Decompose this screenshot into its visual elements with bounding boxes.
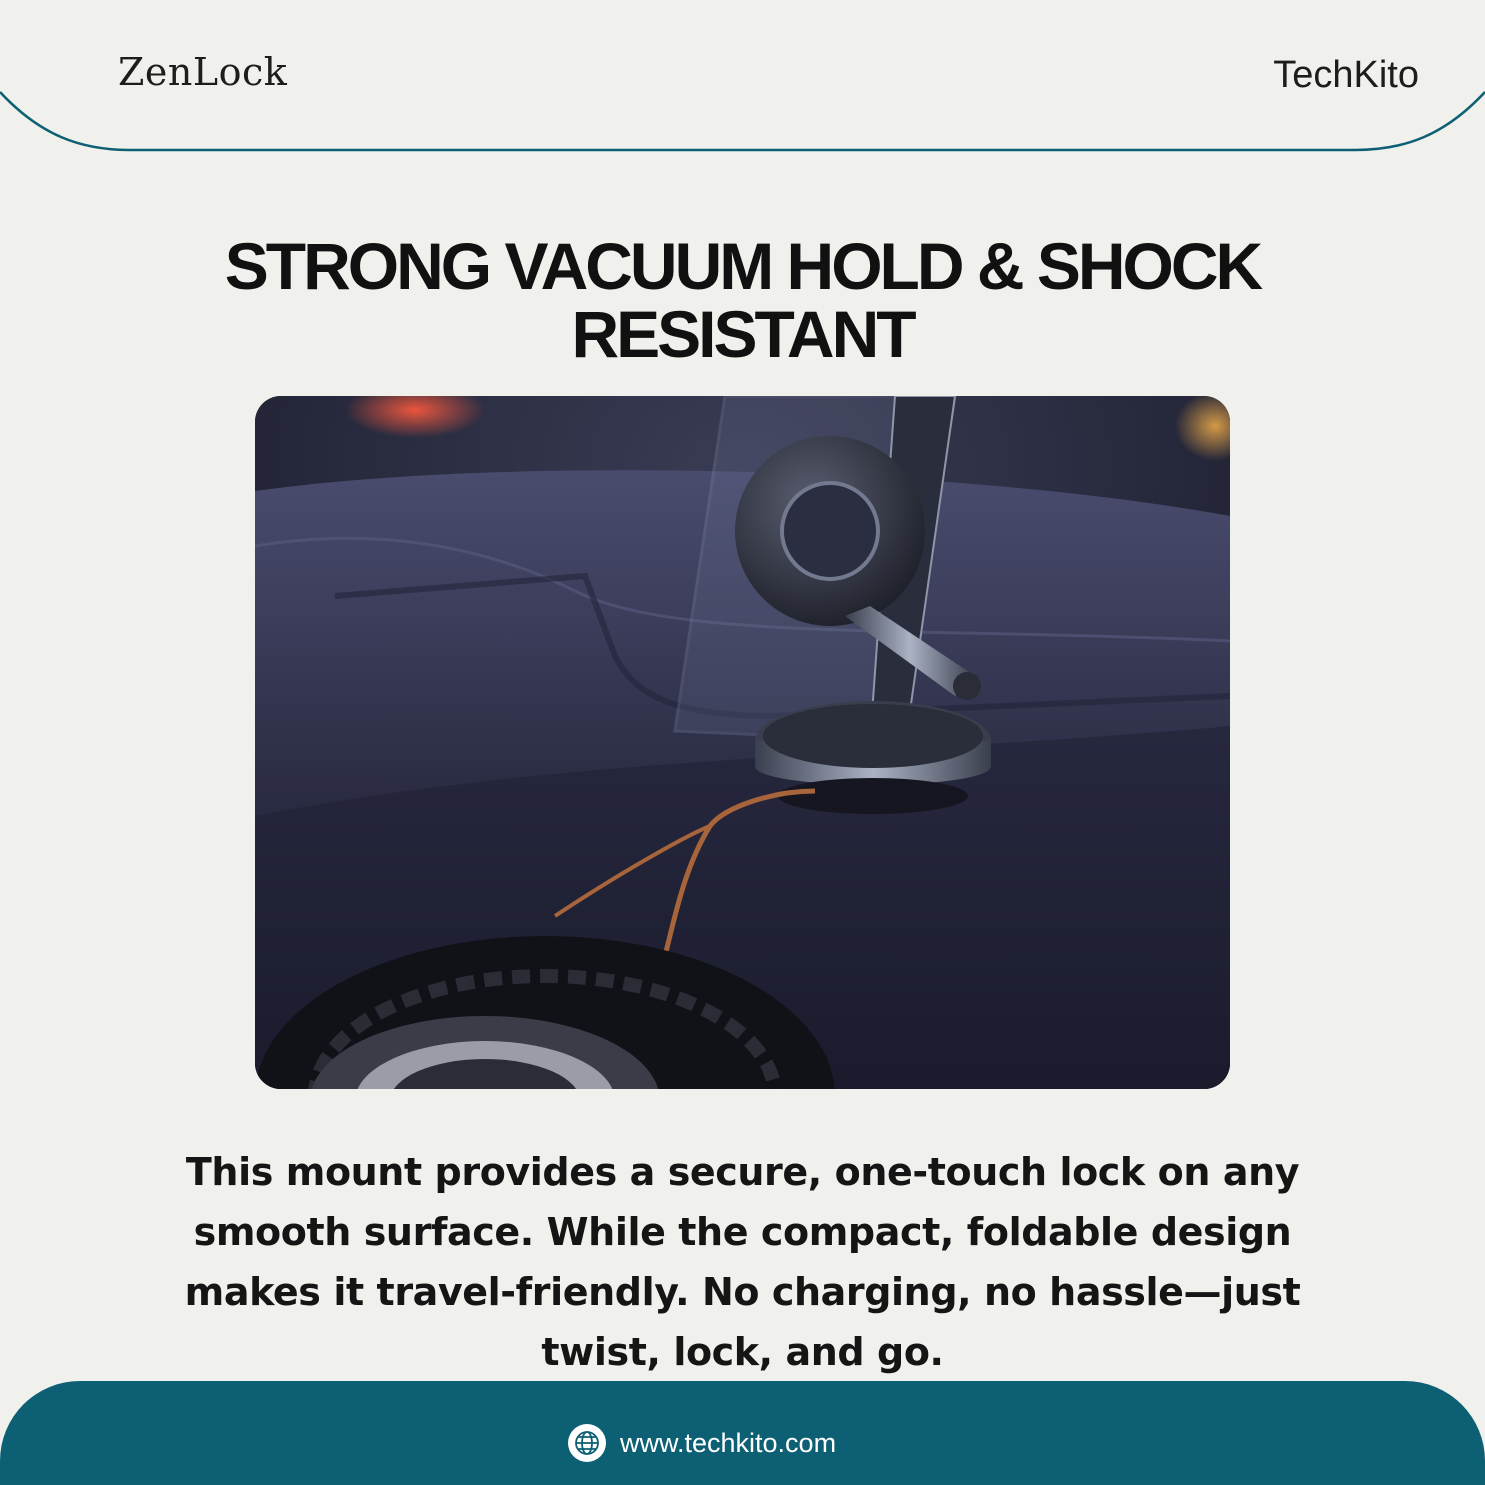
headline-line-1: STRONG VACUUM HOLD & SHOCK [224, 229, 1261, 303]
product-photo-illustration [255, 396, 1230, 1089]
headline [100, 229, 1385, 371]
description-text: This mount provides a secure, one-touch lock on any smooth surface. While the compact, foldable design makes it travel-friendly. No charging, no hassle—just twist, lock, and go. [184, 1150, 1301, 1374]
headline-line-2: RESISTANT [571, 297, 914, 371]
brand-logo-techkito: TechKito [1273, 54, 1419, 96]
brand-logo-zenlock: ZenLock [118, 50, 288, 94]
globe-icon [568, 1424, 606, 1462]
product-photo [255, 396, 1230, 1089]
website-link[interactable] [568, 1423, 836, 1463]
website-url: www.techkito.com [620, 1427, 837, 1458]
